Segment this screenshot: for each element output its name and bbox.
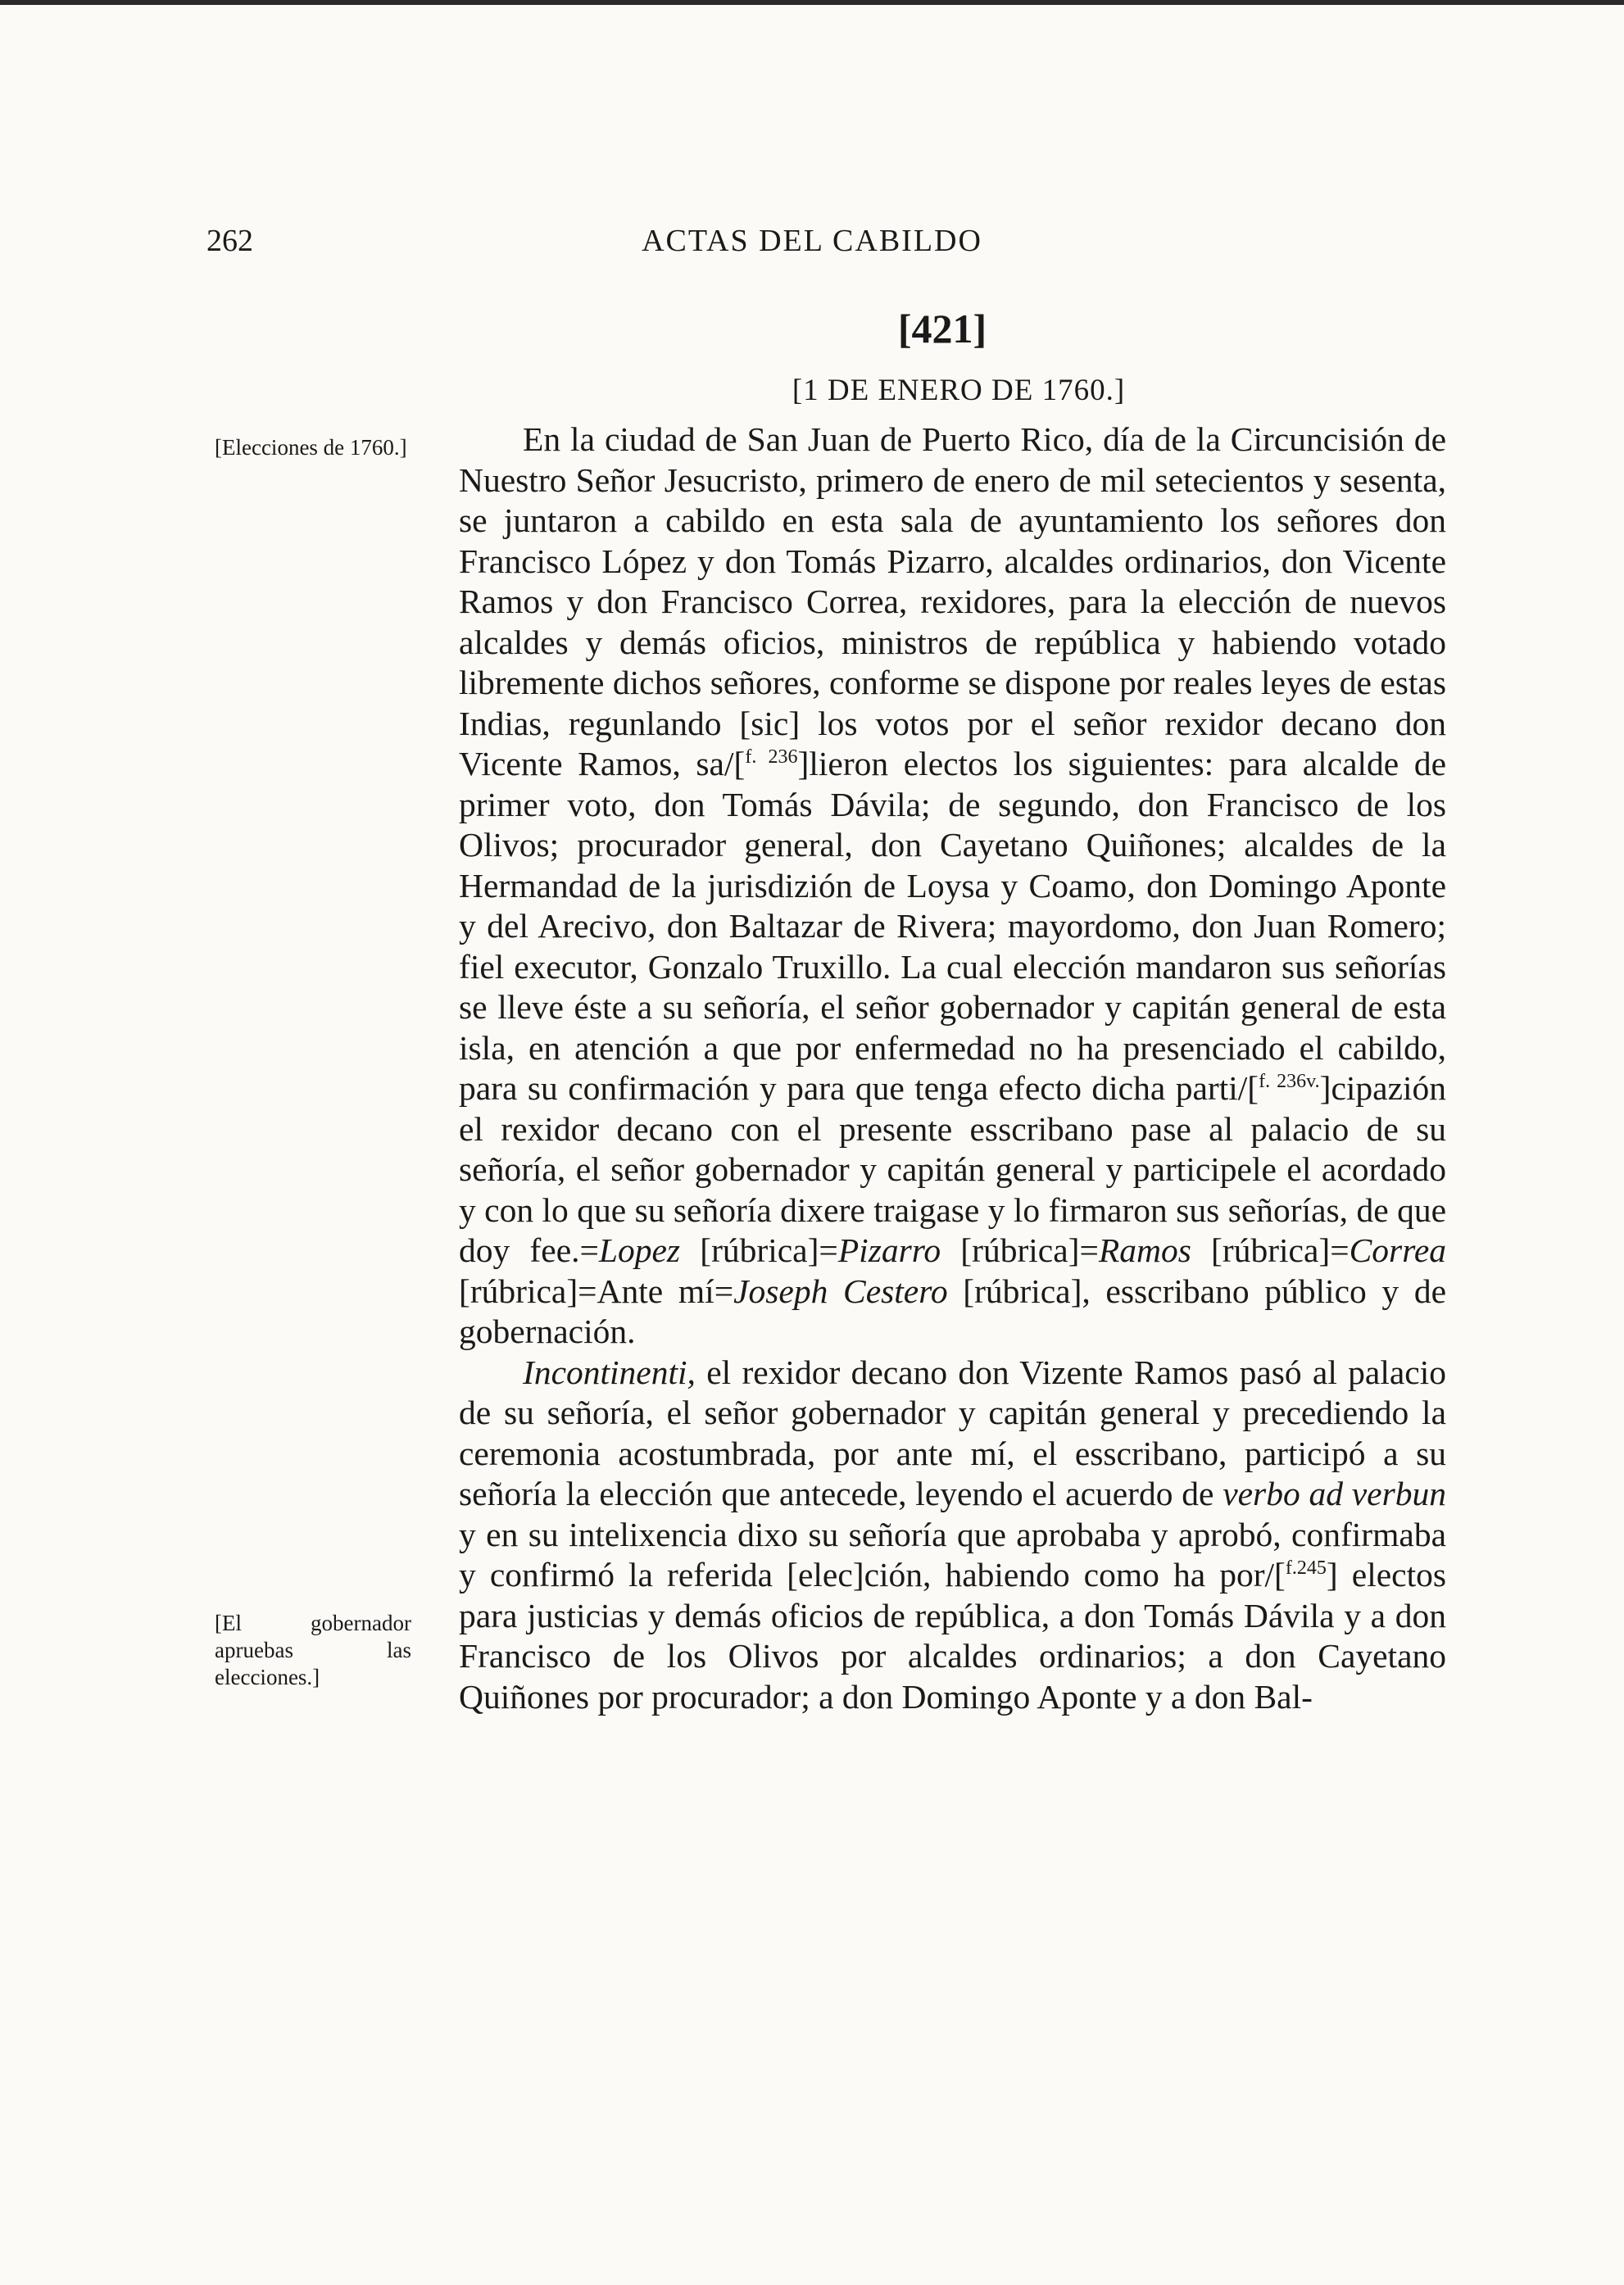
signature-lopez: Lopez — [598, 1231, 681, 1269]
body-text — [459, 419, 1446, 1717]
latin-phrase: verbo ad verbun — [1223, 1475, 1446, 1512]
top-rule — [0, 0, 1624, 5]
signature-correa: Correa — [1349, 1231, 1446, 1269]
paragraph-2: Incontinenti, el rexidor decano don Vizente Ramos pasó al palacio de su señoría, el señor gobernador y capitán general y precediendo la ceremonia acostumbrada, por ante mí, el esscribano, participó a su señoría la elección que antecede, leyendo el acuerdo de verbo ad verbun y en su intelixencia dixo su señoría que aprobaba y aprobó, confirmaba y confirmó la referida [elec]ción, habiendo como ha por/[$^{f.245}$] electos para justicias y demás oficios de república, a don Tomás Dávila y a don Francisco de los Olivos por alcaldes ordinarios; a don Cayetano Quiñones por procurador; a don Domingo Aponte y a don Bal- — [459, 1353, 1446, 1716]
running-title: ACTAS DEL CABILDO — [642, 224, 982, 258]
page-number: 262 — [206, 224, 253, 258]
paragraph-lead: Incontinenti, — [523, 1353, 696, 1391]
folio-marker: f. 236 — [745, 746, 798, 768]
signature-ramos: Ramos — [1098, 1231, 1191, 1269]
document-date: [1 DE ENERO DE 1760.] — [792, 374, 1126, 407]
margin-note-gobernador: [El gobernador apruebas las elecciones.] — [215, 1611, 411, 1689]
folio-marker: f. 236v. — [1259, 1071, 1320, 1093]
margin-note-elecciones: [Elecciones de 1760.] — [215, 435, 407, 460]
signature-cestero: Joseph Cestero — [733, 1272, 948, 1310]
signature-pizarro: Pizarro — [837, 1231, 941, 1269]
document-number: [421] — [897, 306, 987, 351]
folio-marker: f.245 — [1285, 1557, 1327, 1580]
paragraph-1: En la ciudad de San Juan de Puerto Rico, día de la Circuncisión de Nuestro Señor Jesucristo, primero de enero de mil setecientos y sesenta, se juntaron a cabildo en esta sala de ayuntamiento los señores don Francisco López y don Tomás Pizarro, alcaldes ordinarios, don Vicente Ramos y don Francisco Correa, rexidores, para la elección de nuevos alcaldes y demás oficios, ministros de república y habiendo votado libremente dichos señores, conforme se dispone por reales leyes de estas Indias, regunlando [sic] los votos por el señor rexidor decano don Vicente Ramos, sa/[$^{f. 236}$]lieron electos los siguientes: para alcalde de primer voto, don Tomás Dávila; de segundo, don Francisco de los Olivos; procurador general, don Cayetano Quiñones; alcaldes de la Hermandad de la jurisdizión de Loysa y Coamo, don Domingo Aponte y del Arecivo, don Baltazar de Rivera; mayordomo, don Juan Romero; fiel executor, Gonzalo Truxillo. La cual elección mandaron sus señorías se lleve éste a su señoría, el señor gobernador y capitán general de esta isla, en atención a que por enfermedad no ha presenciado el cabildo, para su confirmación y para que tenga efecto dicha parti/[$^{f. 236v.}$]cipazión el rexidor decano con el presente esscribano pase al palacio de su señoría, el señor gobernador y capitán general y participele el acordado y con lo que su señoría dixere traigase y lo firmaron sus señorías, de que doy fee.=Lopez [rúbrica]=Pizarro [rúbrica]=Ramos [rúbrica]=Correa [rúbrica]=Ante mí=Joseph Cestero [rúbrica], esscribano público y de gobernación. — [459, 420, 1447, 1350]
